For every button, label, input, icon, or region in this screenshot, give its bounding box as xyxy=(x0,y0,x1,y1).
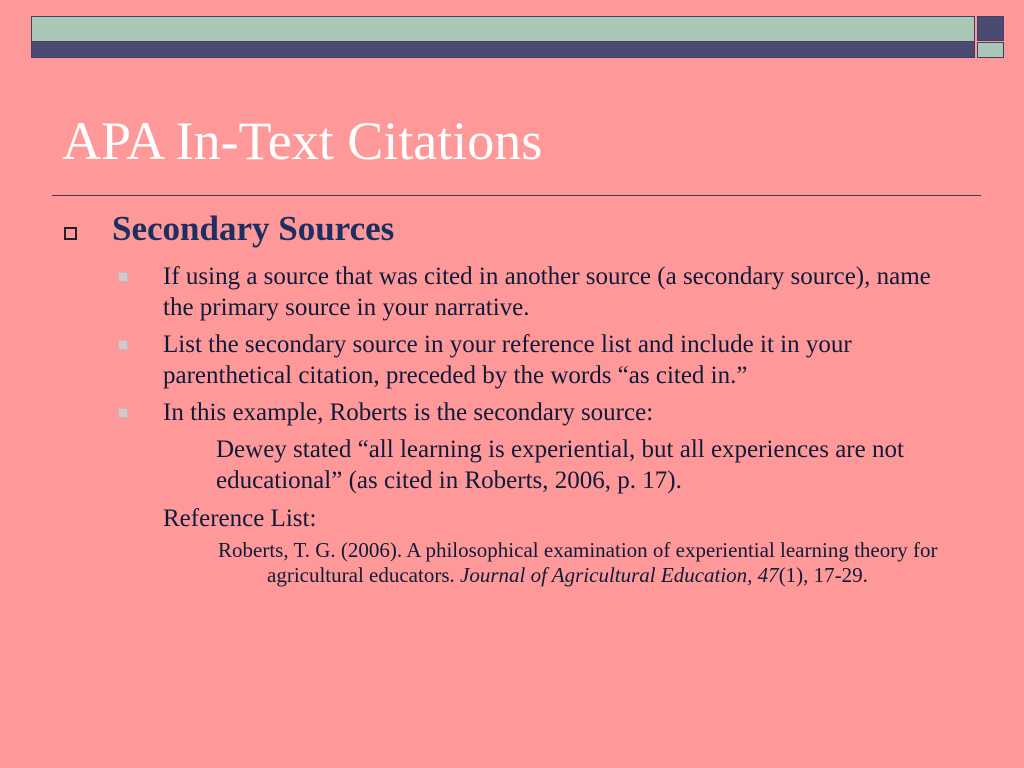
corner-squares xyxy=(977,16,1004,58)
example-quote: Dewey stated “all learning is experiential, but all experiences are not educational” (as cited in Roberts, 2006, p. 17). xyxy=(216,436,904,494)
top-bar-stripe xyxy=(32,17,974,42)
top-decorative-bar xyxy=(31,16,975,58)
corner-square-dark xyxy=(977,16,1004,41)
square-bullet-icon xyxy=(118,340,128,350)
reference-issue-pages: (1), 17-29. xyxy=(778,563,868,587)
slide-title: APA In-Text Citations xyxy=(62,111,543,171)
reference-entry xyxy=(218,538,958,588)
section-heading: Secondary Sources xyxy=(112,209,395,248)
corner-square-light xyxy=(977,42,1004,58)
bullet-text: List the secondary source in your reference list and include it in your parenthetical citation, preceded by the words “as cited in.” xyxy=(163,331,852,389)
bullet-text: If using a source that was cited in another source (a secondary source), name the primary source in your narrative. xyxy=(163,263,931,321)
reference-authors-title: Roberts, T. G. (2006). A philosophical examination of experiential learning theory for agricultural educators. xyxy=(218,538,938,587)
hollow-square-bullet-icon xyxy=(64,227,77,240)
square-bullet-icon xyxy=(118,272,128,282)
bullet-text: In this example, Roberts is the secondary source: xyxy=(163,399,654,426)
square-bullet-icon xyxy=(118,408,128,418)
reference-journal: Journal of Agricultural Education, 47 xyxy=(460,563,779,587)
reference-list-label: Reference List: xyxy=(163,505,317,532)
title-divider xyxy=(52,195,981,196)
